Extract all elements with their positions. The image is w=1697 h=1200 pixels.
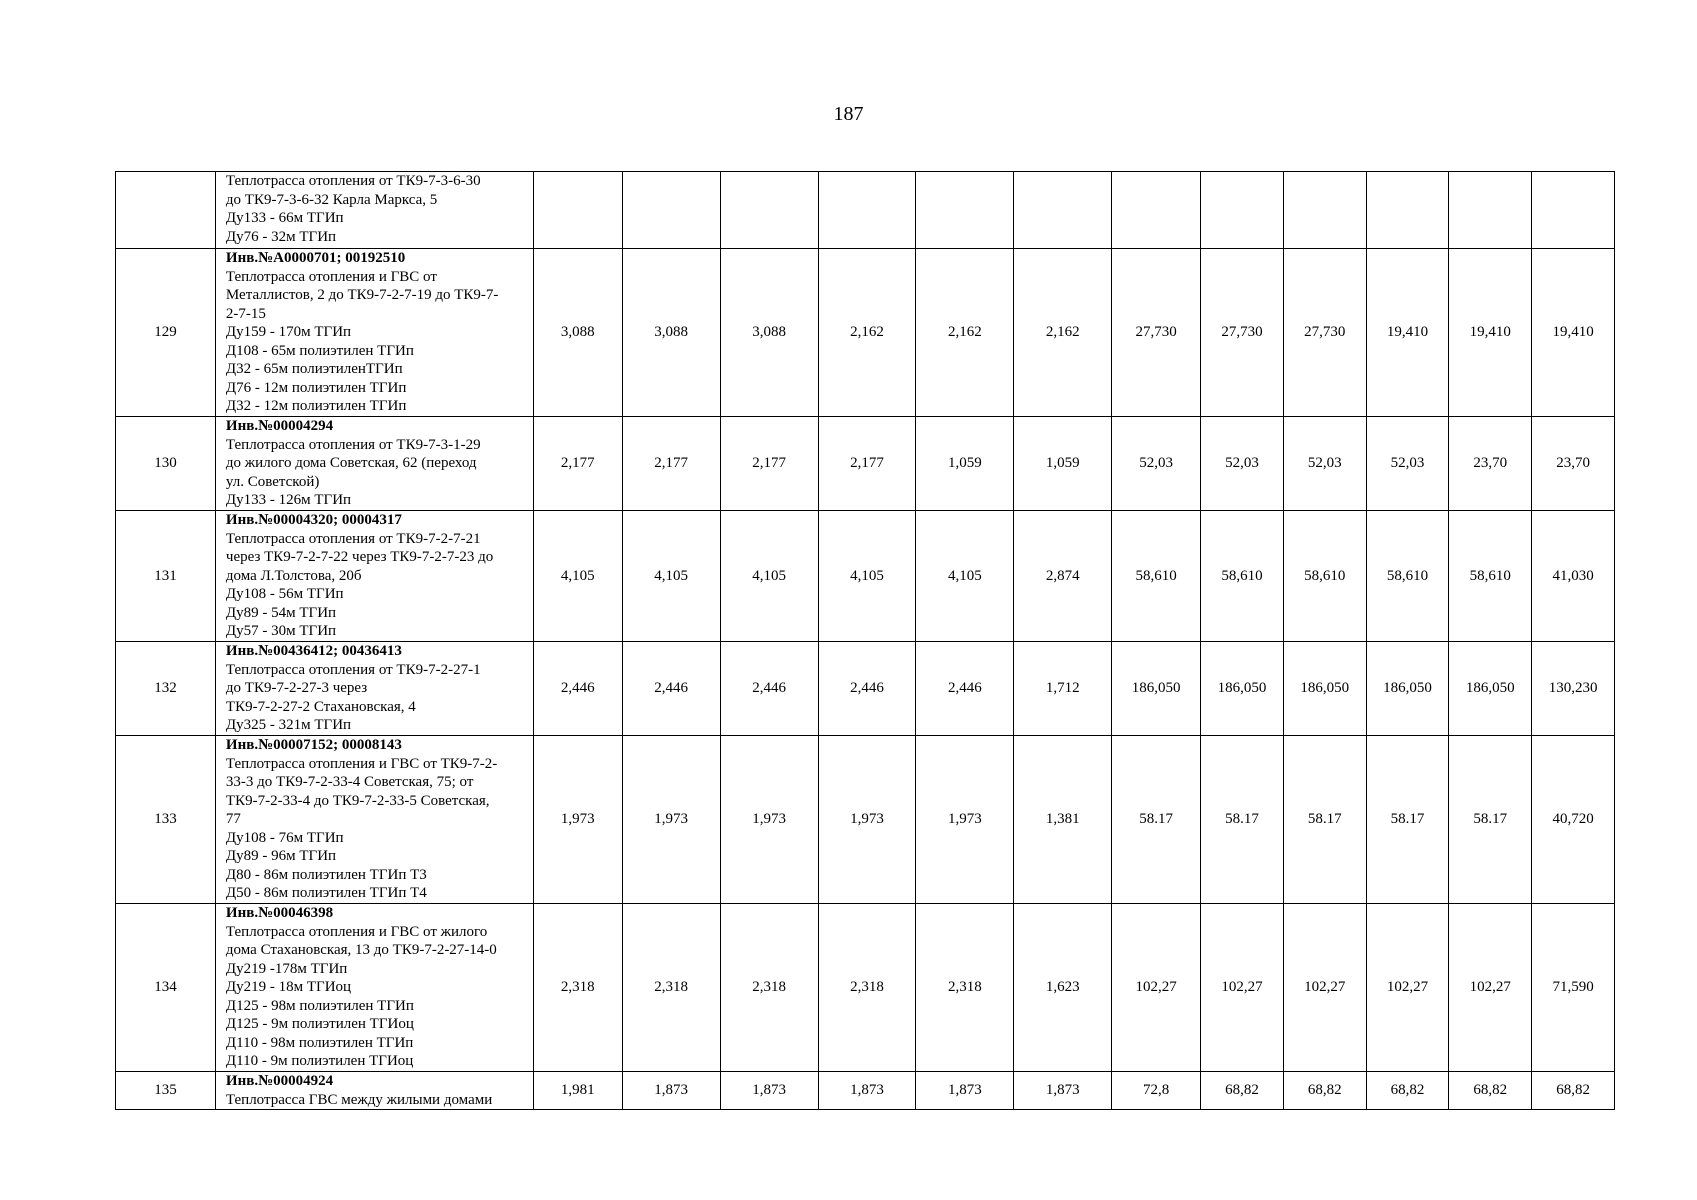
value-cell: 2,318 <box>533 904 622 1072</box>
data-table <box>115 171 1615 1110</box>
value-cell: 4,105 <box>916 511 1014 642</box>
value-cell: 52,03 <box>1201 417 1284 511</box>
value-cell: 2,318 <box>818 904 916 1072</box>
row-number: 129 <box>116 249 216 417</box>
value-cell: 68,82 <box>1532 1072 1615 1110</box>
description-line: Ду325 - 321м ТГИп <box>225 717 352 733</box>
value-cell: 4,105 <box>622 511 720 642</box>
description-line: Ду89 - 96м ТГИп <box>225 848 337 864</box>
value-cell: 1,981 <box>533 1072 622 1110</box>
value-cell: 186,050 <box>1283 642 1366 736</box>
value-cell: 1,712 <box>1014 642 1112 736</box>
value-cell: 19,410 <box>1449 249 1532 417</box>
value-cell: 2,318 <box>916 904 1014 1072</box>
value-cell: 4,105 <box>818 511 916 642</box>
value-cell: 3,088 <box>533 249 622 417</box>
value-cell: 23,70 <box>1532 417 1615 511</box>
description-line: до ТК9-7-3-6-32 Карла Маркса, 5 <box>225 191 438 208</box>
description-line: 77 <box>225 811 241 827</box>
inventory-number: Инв.№00436412; 00436413 <box>225 643 402 659</box>
value-cell: 1,059 <box>916 417 1014 511</box>
value-cell: 1,059 <box>1014 417 1112 511</box>
table-row <box>116 417 1615 511</box>
value-cell: 1,973 <box>622 736 720 904</box>
value-cell: 1,973 <box>818 736 916 904</box>
row-description <box>215 736 533 904</box>
inventory-number: Инв.№00007152; 00008143 <box>225 737 402 753</box>
description-line: Д125 - 98м полиэтилен ТГИп <box>225 997 414 1014</box>
description-line: до ТК9-7-2-27-3 через <box>225 680 368 696</box>
row-description <box>215 172 533 249</box>
description-line: Теплотрасса отопления и ГВС от ТК9-7-2- <box>225 755 498 772</box>
value-cell: 130,230 <box>1532 642 1615 736</box>
value-cell: 102,27 <box>1366 904 1449 1072</box>
inventory-number: Инв.№00046398 <box>225 905 334 921</box>
value-cell: 186,050 <box>1366 642 1449 736</box>
row-description <box>215 417 533 511</box>
value-cell: 102,27 <box>1449 904 1532 1072</box>
description-line: до жилого дома Советская, 62 (переход <box>225 455 477 471</box>
value-cell: 27,730 <box>1201 249 1284 417</box>
description-line: 33-3 до ТК9-7-2-33-4 Советская, 75; от <box>225 774 474 790</box>
value-cell: 1,381 <box>1014 736 1112 904</box>
value-cell: 23,70 <box>1449 417 1532 511</box>
inventory-number: Инв.№00004320; 00004317 <box>225 512 402 528</box>
value-cell: 3,088 <box>720 249 818 417</box>
table-body <box>116 172 1615 1110</box>
description-line: Ду108 - 56м ТГИп <box>225 586 344 602</box>
value-cell: 2,177 <box>622 417 720 511</box>
inventory-number: Инв.№00004294 <box>225 418 334 434</box>
description-line: Д76 - 12м полиэтилен ТГИп <box>225 379 407 396</box>
value-cell: 27,730 <box>1112 249 1201 417</box>
row-description <box>215 904 533 1072</box>
row-description <box>215 249 533 417</box>
row-number: 133 <box>116 736 216 904</box>
value-cell: 102,27 <box>1283 904 1366 1072</box>
value-cell: 1,873 <box>720 1072 818 1110</box>
value-cell: 1,973 <box>916 736 1014 904</box>
value-cell: 2,446 <box>720 642 818 736</box>
value-cell <box>720 172 818 249</box>
value-cell: 1,973 <box>720 736 818 904</box>
description-line: Теплотрасса отопления от ТК9-7-2-27-1 <box>225 661 481 678</box>
description-line: Теплотрасса ГВС между жилыми домами <box>225 1091 493 1108</box>
value-cell: 1,623 <box>1014 904 1112 1072</box>
description-line: Теплотрасса отопления и ГВС от <box>225 268 437 285</box>
value-cell: 41,030 <box>1532 511 1615 642</box>
value-cell: 2,446 <box>916 642 1014 736</box>
value-cell: 2,318 <box>622 904 720 1072</box>
value-cell: 1,873 <box>1014 1072 1112 1110</box>
value-cell: 2,446 <box>622 642 720 736</box>
value-cell: 2,177 <box>533 417 622 511</box>
value-cell: 58.17 <box>1112 736 1201 904</box>
value-cell: 2,446 <box>818 642 916 736</box>
value-cell: 4,105 <box>533 511 622 642</box>
value-cell: 68,82 <box>1201 1072 1284 1110</box>
value-cell: 186,050 <box>1112 642 1201 736</box>
description-line: ул. Советской) <box>225 473 320 490</box>
description-line: дома Стахановская, 13 до ТК9-7-2-27-14-0 <box>225 942 497 958</box>
value-cell: 102,27 <box>1201 904 1284 1072</box>
description-line: Д50 - 86м полиэтилен ТГИп Т4 <box>225 885 427 901</box>
value-cell: 2,162 <box>916 249 1014 417</box>
value-cell <box>1014 172 1112 249</box>
value-cell: 2,318 <box>720 904 818 1072</box>
table-row <box>116 172 1615 249</box>
value-cell <box>1449 172 1532 249</box>
table-row <box>116 249 1615 417</box>
description-line: 2-7-15 <box>225 305 266 322</box>
value-cell <box>1112 172 1201 249</box>
description-line: Ду219 -178м ТГИп <box>225 960 348 977</box>
description-line: Ду57 - 30м ТГИп <box>225 623 337 639</box>
value-cell: 52,03 <box>1283 417 1366 511</box>
value-cell: 1,873 <box>818 1072 916 1110</box>
value-cell: 3,088 <box>622 249 720 417</box>
value-cell: 58,610 <box>1112 511 1201 642</box>
inventory-number: Инв.№00004924 <box>225 1073 334 1089</box>
table-row <box>116 642 1615 736</box>
row-description <box>215 1072 533 1110</box>
value-cell: 4,105 <box>720 511 818 642</box>
value-cell <box>533 172 622 249</box>
value-cell <box>1532 172 1615 249</box>
description-line: Теплотрасса отопления от ТК9-7-3-1-29 <box>225 436 481 453</box>
value-cell: 186,050 <box>1449 642 1532 736</box>
value-cell: 1,873 <box>622 1072 720 1110</box>
value-cell: 19,410 <box>1532 249 1615 417</box>
description-line: Теплотрасса отопления от ТК9-7-2-7-21 <box>225 530 481 547</box>
value-cell: 1,873 <box>916 1072 1014 1110</box>
value-cell: 58,610 <box>1366 511 1449 642</box>
row-number: 130 <box>116 417 216 511</box>
value-cell: 58,610 <box>1201 511 1284 642</box>
value-cell <box>1201 172 1284 249</box>
value-cell: 102,27 <box>1112 904 1201 1072</box>
page-number: 187 <box>833 103 864 125</box>
description-line: Металлистов, 2 до ТК9-7-2-7-19 до ТК9-7- <box>225 287 499 303</box>
value-cell: 58,610 <box>1283 511 1366 642</box>
description-line: Ду133 - 126м ТГИп <box>225 492 352 508</box>
description-line: Д80 - 86м полиэтилен ТГИп Т3 <box>225 866 427 883</box>
row-number: 132 <box>116 642 216 736</box>
value-cell: 2,162 <box>818 249 916 417</box>
value-cell: 72,8 <box>1112 1072 1201 1110</box>
value-cell: 68,82 <box>1283 1072 1366 1110</box>
description-line: Ду219 - 18м ТГИоц <box>225 979 352 995</box>
table-row <box>116 1072 1615 1110</box>
value-cell: 19,410 <box>1366 249 1449 417</box>
row-number: 131 <box>116 511 216 642</box>
value-cell <box>1283 172 1366 249</box>
value-cell <box>916 172 1014 249</box>
value-cell: 58.17 <box>1201 736 1284 904</box>
description-line: Д32 - 12м полиэтилен ТГИп <box>225 398 407 414</box>
value-cell: 52,03 <box>1112 417 1201 511</box>
description-line: Теплотрасса отопления и ГВС от жилого <box>225 923 488 940</box>
description-line: Ду108 - 76м ТГИп <box>225 829 344 846</box>
description-line: Ду133 - 66м ТГИп <box>225 210 344 226</box>
value-cell: 2,177 <box>720 417 818 511</box>
description-line: Д125 - 9м полиэтилен ТГИоц <box>225 1016 414 1032</box>
value-cell: 58.17 <box>1449 736 1532 904</box>
value-cell <box>818 172 916 249</box>
value-cell: 2,874 <box>1014 511 1112 642</box>
value-cell: 27,730 <box>1283 249 1366 417</box>
description-line: ТК9-7-2-33-4 до ТК9-7-2-33-5 Советская, <box>225 792 490 809</box>
value-cell: 52,03 <box>1366 417 1449 511</box>
row-description <box>215 511 533 642</box>
value-cell: 58.17 <box>1366 736 1449 904</box>
description-line: Д110 - 98м полиэтилен ТГИп <box>225 1034 414 1051</box>
description-line: через ТК9-7-2-7-22 через ТК9-7-2-7-23 до <box>225 549 494 565</box>
description-line: Ду76 - 32м ТГИп <box>225 228 337 245</box>
row-number: 135 <box>116 1072 216 1110</box>
value-cell <box>622 172 720 249</box>
description-line: Ду159 - 170м ТГИп <box>225 324 352 340</box>
description-line: Д110 - 9м полиэтилен ТГИоц <box>225 1053 414 1069</box>
table-row <box>116 736 1615 904</box>
table-row <box>116 511 1615 642</box>
value-cell: 68,82 <box>1366 1072 1449 1110</box>
row-number <box>116 172 216 249</box>
value-cell: 2,162 <box>1014 249 1112 417</box>
inventory-number: Инв.№А0000701; 00192510 <box>225 250 406 266</box>
description-line: дома Л.Толстова, 20б <box>225 567 362 584</box>
description-line: Теплотрасса отопления от ТК9-7-3-6-30 <box>225 173 481 189</box>
row-number: 134 <box>116 904 216 1072</box>
description-line: Ду89 - 54м ТГИп <box>225 604 337 621</box>
value-cell: 1,973 <box>533 736 622 904</box>
value-cell: 2,177 <box>818 417 916 511</box>
value-cell: 58,610 <box>1449 511 1532 642</box>
description-line: Д108 - 65м полиэтилен ТГИп <box>225 342 414 359</box>
value-cell: 68,82 <box>1449 1072 1532 1110</box>
value-cell: 40,720 <box>1532 736 1615 904</box>
table-row <box>116 904 1615 1072</box>
value-cell: 186,050 <box>1201 642 1284 736</box>
description-line: ТК9-7-2-27-2 Стахановская, 4 <box>225 698 416 715</box>
description-line: Д32 - 65м полиэтиленТГИп <box>225 361 403 377</box>
value-cell: 58.17 <box>1283 736 1366 904</box>
row-description <box>215 642 533 736</box>
value-cell: 71,590 <box>1532 904 1615 1072</box>
value-cell: 2,446 <box>533 642 622 736</box>
value-cell <box>1366 172 1449 249</box>
